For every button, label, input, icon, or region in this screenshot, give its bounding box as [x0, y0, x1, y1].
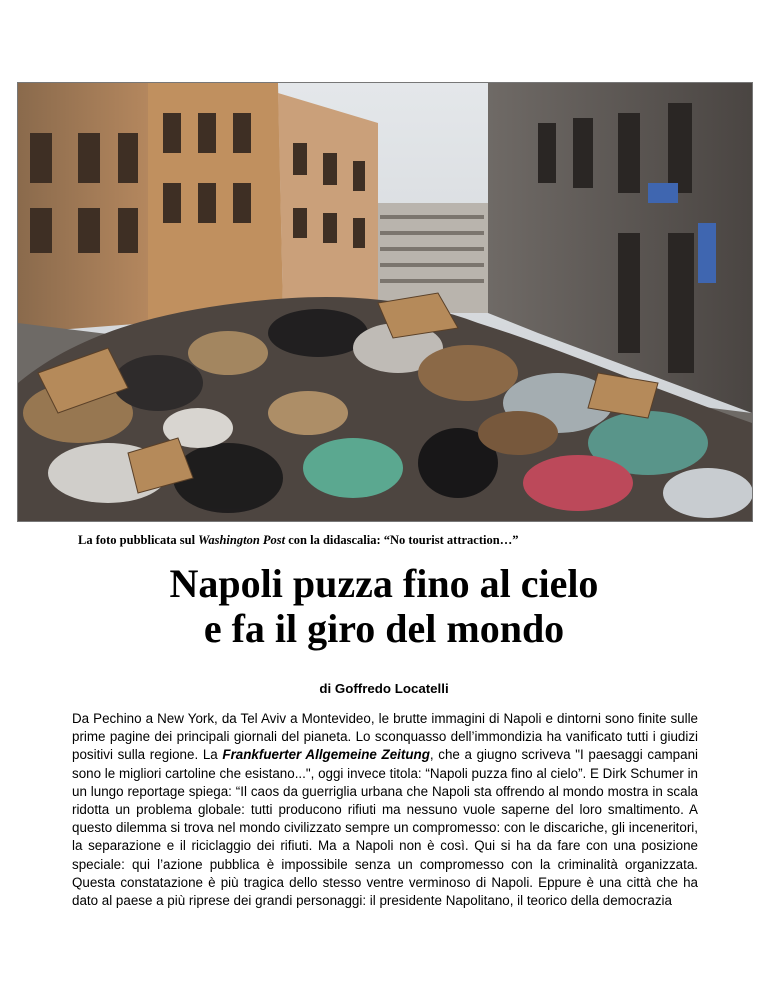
- byline: di Goffredo Locatelli: [319, 681, 449, 696]
- caption-prefix: La foto pubblicata sul: [78, 533, 199, 547]
- body-part-1: Da Pechino a New York, da Tel Aviv a Montevideo, le brutte immagini di Napoli e dintorni sono finite sulle prime pagine dei principali giornali del pianeta. Lo sconquasso dell’immondizia ha vanificato tutti i giudizi positivi sulla regione. La: [72, 711, 698, 763]
- caption-suffix: con la didascalia: “No tourist attraction…”: [285, 533, 519, 547]
- caption-source: Washington Post: [198, 533, 286, 547]
- body-part-2: , che a giugno scriveva "I paesaggi campani sono le migliori cartoline che esistano...", oggi invece titola: “Napoli puzza fino al cielo”. E Dirk Schumer in un lungo reportage spiega: “Il caos da guerriglia urbana che Napoli sta offrendo al mondo mostra in scala ridotta un problema globale: tutti producono rifiuti ma nessuno vuole saperne del loro smaltimento. A questo dilemma si trova nel mondo civilizzato sempre un compromesso: con le discariche, gli inceneritori, la separazione e il riciclaggio dei rifiuti. Ma a Napoli non è così. Qui si ha da fare con una posizione speciale: qui l’azione pubblica è impossibile senza un compromesso con la criminalità organizzata. Questa constatazione è più tragica dello stesso ventre verminoso di Napoli. Eppure è una città che ha dato al paese a più riprese dei grandi personaggi: il presidente Napolitano, il teorico della democrazia: [72, 747, 698, 909]
- article-title: [0, 561, 768, 651]
- photo-caption: [78, 533, 738, 548]
- body-newspaper-name: Frankfuerter Allgemeine Zeitung: [222, 747, 430, 763]
- article-body: [72, 710, 698, 910]
- title-line-1: Napoli puzza fino al cielo: [169, 561, 599, 606]
- title-line-2: e fa il giro del mondo: [203, 606, 565, 651]
- news-photo: [17, 82, 753, 522]
- garbage-street-illustration: [18, 83, 752, 521]
